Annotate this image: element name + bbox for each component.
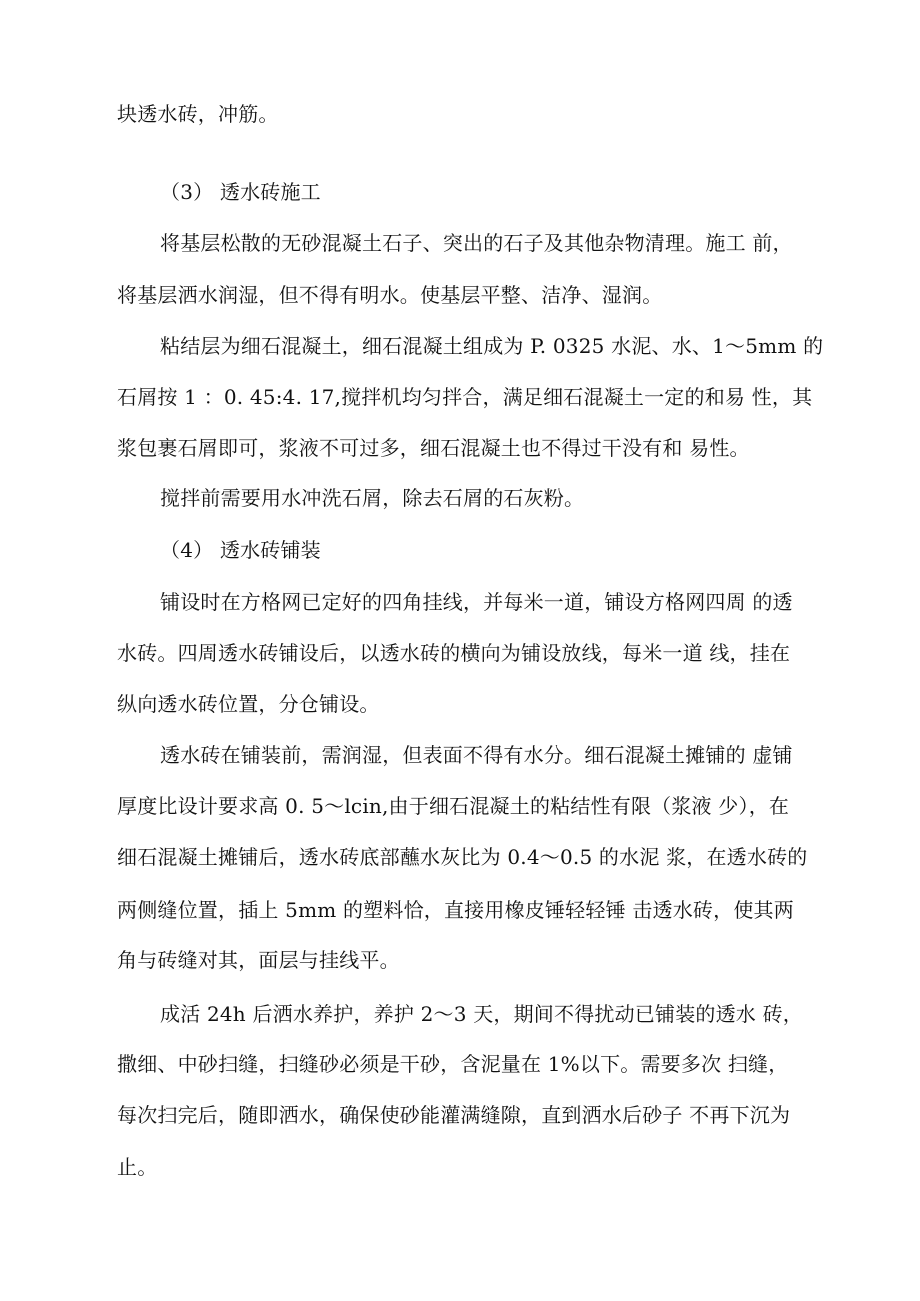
- text-line: 将基层洒水润湿，但不得有明水。使基层平整、洁净、湿润。: [117, 283, 663, 307]
- text-line: 块透水砖，冲筋。: [117, 102, 279, 126]
- text-line: 透水砖在铺装前，需润湿，但表面不得有水分。细石混凝土摊铺的 虚铺: [160, 743, 793, 767]
- text-line: 浆包裹石屑即可，浆液不可过多，细石混凝土也不得过干没有和 易性。: [117, 436, 750, 460]
- text-line: 两侧缝位置，插上 5mm 的塑料恰，直接用橡皮锤轻轻锤 击透水砖，使其两: [117, 898, 794, 922]
- text-line: 石屑按 1 ：0. 45:4. 17,搅拌机均匀拌合，满足细石混凝土一定的和易 性，其: [117, 385, 813, 409]
- text-line: 纵向透水砖位置，分仓铺设。: [117, 692, 380, 716]
- text-line: 将基层松散的无砂混凝土石子、突出的石子及其他杂物清理。施工 前，: [160, 231, 793, 255]
- text-line: 成活 24h 后洒水养护，养护 2～3 天，期间不得扰动已铺装的透水 砖，: [160, 1002, 803, 1026]
- text-line: 撒细、中砂扫缝，扫缝砂必须是干砂，含泥量在 1%以下。需要多次 扫缝，: [117, 1052, 789, 1076]
- text-line: 铺设时在方格网已定好的四角挂线，并每米一道，铺设方格网四周 的透: [160, 590, 793, 614]
- section-heading-3: （3） 透水砖施工: [160, 180, 321, 204]
- section-heading-4: （4） 透水砖铺装: [160, 538, 321, 562]
- text-line: 细石混凝土摊铺后，透水砖底部蘸水灰比为 0.4～0.5 的水泥 浆，在透水砖的: [117, 845, 808, 869]
- text-line: 粘结层为细石混凝土，细石混凝土组成为 P. 0325 水泥、水、1～5mm 的: [160, 334, 824, 358]
- text-line: 水砖。四周透水砖铺设后，以透水砖的横向为铺设放线，每米一道 线，挂在: [117, 641, 791, 665]
- text-line: 每次扫完后，随即洒水，确保使砂能灌满缝隙，直到洒水后砂子 不再下沉为: [117, 1103, 791, 1127]
- text-line: 止。: [117, 1155, 158, 1179]
- text-line: 搅拌前需要用水冲洗石屑，除去石屑的石灰粉。: [160, 486, 585, 510]
- text-line: 厚度比设计要求高 0. 5～lcin,由于细石混凝土的粘结性有限（浆液 少），在: [117, 794, 790, 818]
- text-line: 角与砖缝对其，面层与挂线平。: [117, 948, 400, 972]
